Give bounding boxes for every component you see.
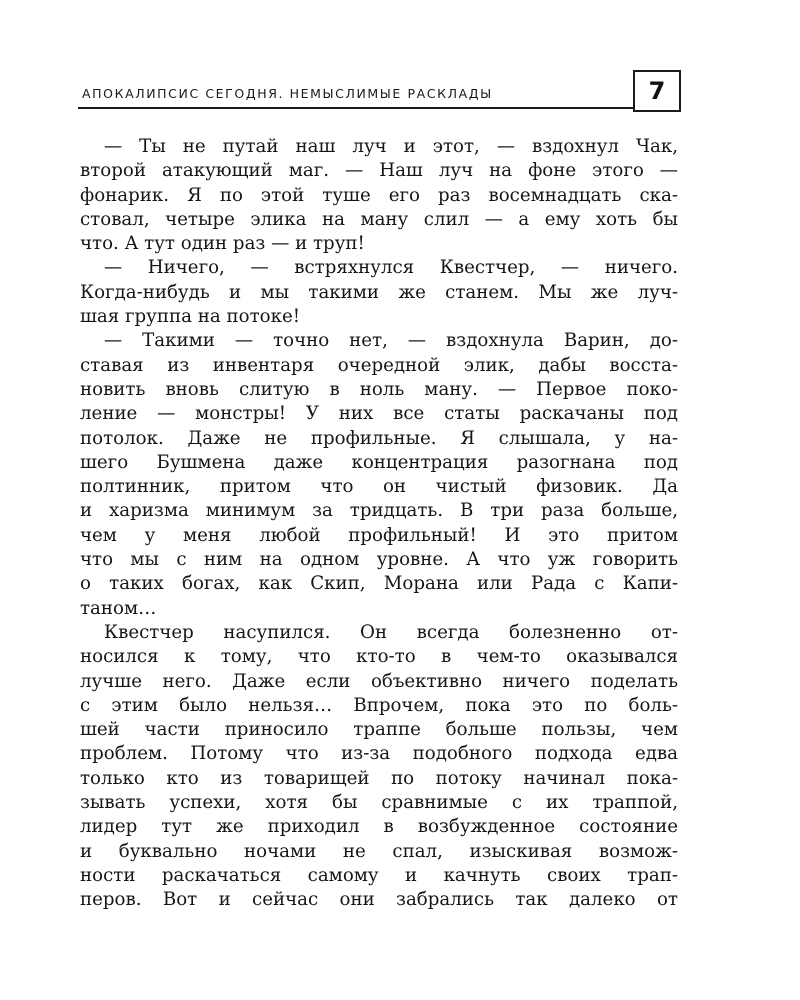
- text-line: перов. Вот и сейчас они забрались так далеко от: [80, 889, 678, 911]
- text-line: чем у меня любой профильный! И это притом: [80, 524, 678, 546]
- text-line: лучше него. Даже если объективно ничего поделать: [80, 670, 678, 692]
- text-line: ности раскачаться самому и качнуть своих трап-: [80, 864, 678, 886]
- text-line: что мы с ним на одном уровне. А что уж говорить: [80, 549, 678, 571]
- text-line: шего Бушмена даже концентрация разогнана под: [80, 451, 678, 473]
- paragraph-2: [80, 256, 678, 329]
- text-line: носился к тому, что кто-то в чем-то оказывался: [80, 646, 678, 668]
- text-line: второй атакующий маг. — Наш луч на фоне этого —: [80, 160, 678, 182]
- text-line: новить вновь слитую в ноль ману. — Первое поко-: [80, 378, 678, 400]
- text-line: с этим было нельзя… Впрочем, пока это по боль-: [80, 694, 678, 716]
- paragraph-4: [80, 621, 678, 913]
- text-line: зывать успехи, хотя бы сравнимые с их траппой,: [80, 792, 678, 814]
- text-line: только кто из товарищей по потоку начинал пока-: [80, 767, 678, 789]
- text-line: таном…: [80, 597, 157, 619]
- text-line: шая группа на потоке!: [80, 306, 301, 328]
- text-line: о таких богах, как Скип, Морана или Рада с Капи-: [80, 573, 678, 595]
- text-line: полтинник, притом что он чистый физовик. Да: [80, 476, 678, 498]
- text-line: стовал, четыре элика на ману слил — а ему хоть бы: [80, 208, 678, 230]
- text-line: фонарик. Я по этой туше его раз восемнадцать ска-: [80, 184, 678, 206]
- paragraph-1: [80, 135, 678, 256]
- text-line: шей части приносило траппе больше пользы, чем: [80, 719, 678, 741]
- text-line: — Такими — точно нет, — вздохнула Варин, до-: [104, 330, 678, 352]
- text-line: Когда-нибудь и мы такими же станем. Мы же луч-: [80, 281, 678, 303]
- text-line: ставая из инвентаря очередной элик, дабы восста-: [80, 354, 678, 376]
- page-number: 7: [633, 70, 681, 112]
- page-header: [78, 70, 680, 110]
- running-title: АПОКАЛИПСИС СЕГОДНЯ. НЕМЫСЛИМЫЕ РАСКЛАДЫ: [82, 86, 493, 101]
- text-line: что. А тут один раз — и труп!: [80, 233, 365, 255]
- header-rule: [78, 107, 633, 109]
- text-line: и харизма минимум за тридцать. В три раза больше,: [80, 500, 678, 522]
- text-line: ление — монстры! У них все статы раскачаны под: [80, 403, 678, 425]
- text-line: лидер тут же приходил в возбужденное состояние: [80, 816, 678, 838]
- text-line: — Ты не путай наш луч и этот, — вздохнул Чак,: [104, 136, 678, 157]
- text-line: Квестчер насупился. Он всегда болезненно от-: [104, 621, 678, 643]
- text-line: потолок. Даже не профильные. Я слышала, у на-: [80, 427, 678, 449]
- text-line: и буквально ночами не спал, изыскивая возмож-: [80, 840, 678, 862]
- paragraph-3: [80, 329, 678, 621]
- text-line: — Ничего, — встряхнулся Квестчер, — ничего.: [104, 257, 678, 279]
- text-line: проблем. Потому что из-за подобного подхода едва: [80, 743, 678, 765]
- body-text: [80, 135, 678, 913]
